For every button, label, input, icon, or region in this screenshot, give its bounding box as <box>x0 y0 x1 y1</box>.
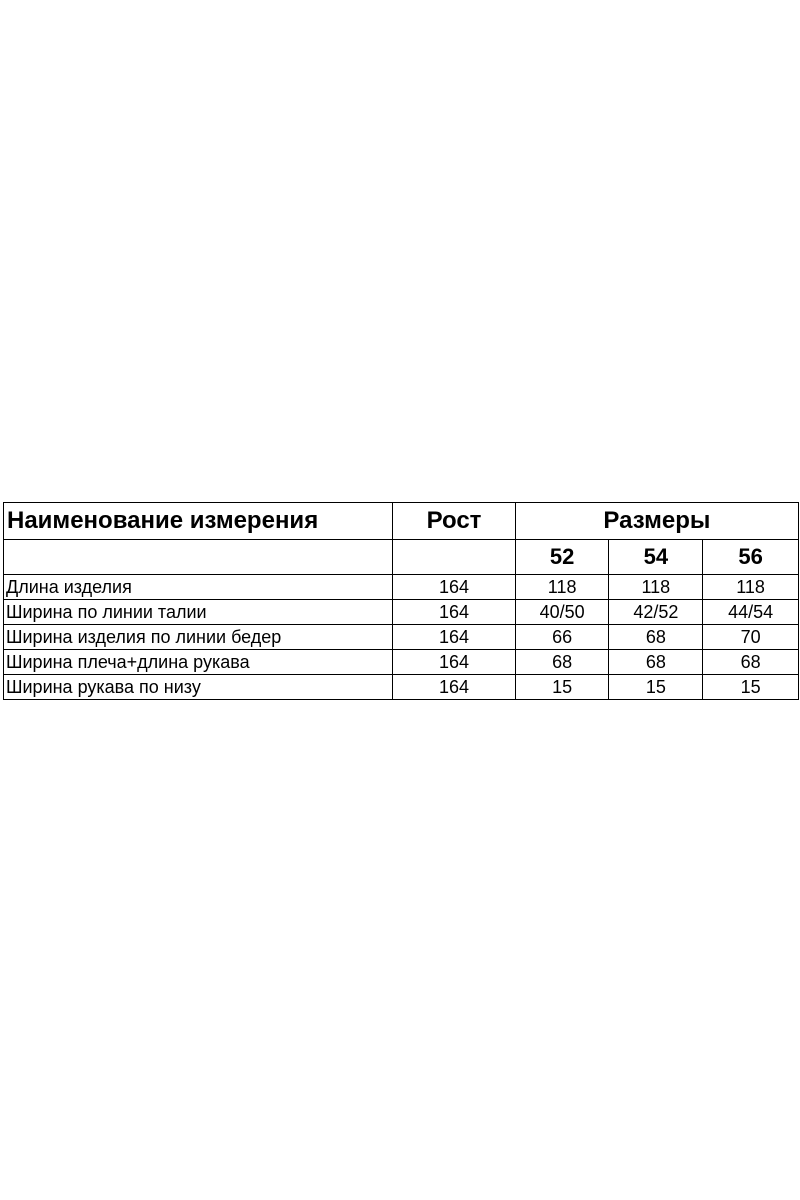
empty-cell <box>4 540 393 575</box>
header-measurement-name: Наименование измерения <box>4 503 393 540</box>
size-value: 44/54 <box>703 600 799 625</box>
size-value: 118 <box>703 575 799 600</box>
size-value: 68 <box>609 625 703 650</box>
table-header-row <box>4 503 799 540</box>
measurement-name: Ширина рукава по низу <box>4 675 393 700</box>
size-label: 54 <box>609 540 703 575</box>
measurement-name: Длина изделия <box>4 575 393 600</box>
header-sizes: Размеры <box>515 503 798 540</box>
height-value: 164 <box>393 625 516 650</box>
empty-cell <box>393 540 516 575</box>
size-value: 70 <box>703 625 799 650</box>
size-value: 68 <box>609 650 703 675</box>
header-height: Рост <box>393 503 516 540</box>
size-label: 56 <box>703 540 799 575</box>
measurement-name: Ширина плеча+длина рукава <box>4 650 393 675</box>
measurement-name: Ширина изделия по линии бедер <box>4 625 393 650</box>
size-value: 66 <box>515 625 609 650</box>
table-row <box>4 650 799 675</box>
size-value: 15 <box>609 675 703 700</box>
size-value: 15 <box>703 675 799 700</box>
height-value: 164 <box>393 650 516 675</box>
size-value: 118 <box>515 575 609 600</box>
table-row <box>4 600 799 625</box>
height-value: 164 <box>393 600 516 625</box>
size-labels-row <box>4 540 799 575</box>
size-label: 52 <box>515 540 609 575</box>
height-value: 164 <box>393 575 516 600</box>
size-value: 68 <box>515 650 609 675</box>
size-value: 40/50 <box>515 600 609 625</box>
size-value: 118 <box>609 575 703 600</box>
table-row <box>4 625 799 650</box>
height-value: 164 <box>393 675 516 700</box>
size-chart-table <box>3 502 799 700</box>
size-value: 42/52 <box>609 600 703 625</box>
measurement-name: Ширина по линии талии <box>4 600 393 625</box>
table-row <box>4 575 799 600</box>
size-value: 68 <box>703 650 799 675</box>
table-row <box>4 675 799 700</box>
size-value: 15 <box>515 675 609 700</box>
